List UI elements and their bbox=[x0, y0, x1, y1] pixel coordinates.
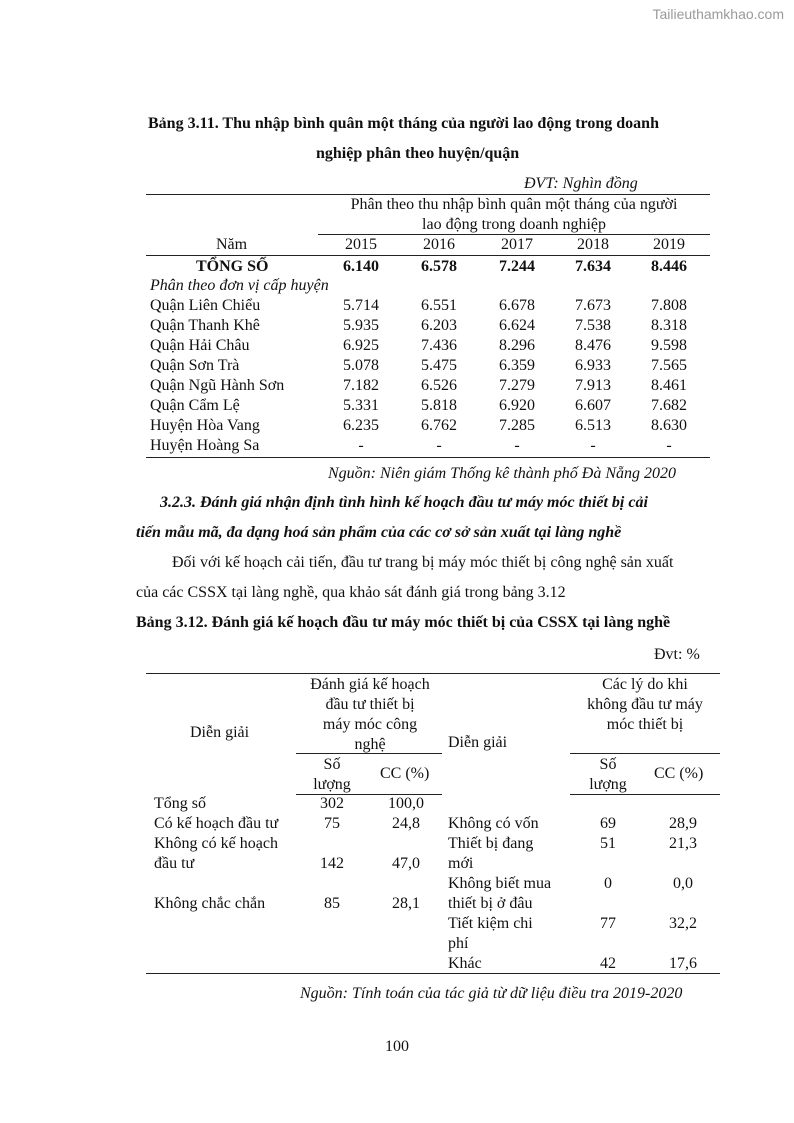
table1-year-header: 2016 bbox=[423, 236, 455, 253]
table2-left-count-header: Số lượng bbox=[313, 756, 351, 793]
table1-row-value: - bbox=[666, 437, 672, 454]
table2-right-count-header: Số lượng bbox=[589, 756, 627, 793]
table2-mid-header: Diễn giải bbox=[448, 734, 508, 751]
table2-right-row-cc: 21,3 bbox=[669, 835, 697, 852]
table2-left-row-cc: 47,0 bbox=[392, 855, 420, 872]
table2-right-row-label: Khác bbox=[448, 955, 482, 972]
table1-row-value: 9.598 bbox=[651, 337, 687, 354]
table1-row-value: 5.078 bbox=[343, 357, 379, 374]
table2-bottom-rule bbox=[146, 973, 720, 974]
table1-row-value: 7.436 bbox=[421, 337, 457, 354]
table2-left-row-label: Không chắc chắn bbox=[154, 895, 266, 912]
table1-row-value: - bbox=[436, 437, 442, 454]
table1-row-name: Quận Sơn Trà bbox=[150, 357, 240, 374]
table1-row-value: 6.762 bbox=[421, 417, 457, 434]
table1-row-value: 6.203 bbox=[421, 317, 457, 334]
table1-total-label: TỔNG SỐ bbox=[196, 258, 269, 275]
table2-right-row-count: 69 bbox=[600, 815, 616, 832]
table2-left-cc-header: CC (%) bbox=[380, 765, 430, 782]
table1-row-name: Quận Ngũ Hành Sơn bbox=[150, 377, 285, 394]
table2-right-row-label: Không biết mua bbox=[448, 875, 552, 892]
table1-row-value: 5.935 bbox=[343, 317, 379, 334]
page-number: 100 bbox=[385, 1038, 409, 1055]
table1-row-value: 8.461 bbox=[651, 377, 687, 394]
table2-right-row-count: 42 bbox=[600, 955, 616, 972]
table2-right-group-rule bbox=[570, 753, 720, 754]
table1-row-value: 6.678 bbox=[499, 297, 535, 314]
table1-row-value: 7.913 bbox=[575, 377, 611, 394]
table2-unit: Đvt: % bbox=[654, 646, 700, 663]
table1-row-value: 7.182 bbox=[343, 377, 379, 394]
table1-row-value: 7.538 bbox=[575, 317, 611, 334]
table2-right-row-cc: 0,0 bbox=[673, 875, 693, 892]
watermark: Tailieuthamkhao.com bbox=[652, 6, 784, 22]
table1-row-value: 7.673 bbox=[575, 297, 611, 314]
table1-row-name: Quận Cẩm Lệ bbox=[150, 397, 240, 414]
table1-year-header: 2018 bbox=[577, 236, 609, 253]
table1-row-value: 8.630 bbox=[651, 417, 687, 434]
table1-row-value: 7.682 bbox=[651, 397, 687, 414]
table1-row-value: 8.318 bbox=[651, 317, 687, 334]
table1-bottom-rule bbox=[146, 457, 710, 458]
table1-year-header: 2015 bbox=[345, 236, 377, 253]
table1-row-value: 6.925 bbox=[343, 337, 379, 354]
table1-row-value: 6.551 bbox=[421, 297, 457, 314]
table1-row-value: 7.565 bbox=[651, 357, 687, 374]
section-paragraph-line2: của các CSSX tại làng nghề, qua khảo sát đánh giá trong bảng 3.12 bbox=[136, 584, 566, 601]
table1-row-name: Quận Thanh Khê bbox=[150, 317, 260, 334]
table1-row-value: 5.475 bbox=[421, 357, 457, 374]
table2-right-row-label: Tiết kiệm chi bbox=[448, 915, 533, 932]
table1-row-name: Huyện Hoàng Sa bbox=[150, 437, 260, 454]
table1-row-name: Huyện Hòa Vang bbox=[150, 417, 260, 434]
table2-right-row-cc: 17,6 bbox=[669, 955, 697, 972]
table2-right-row-label-cont: phí bbox=[448, 935, 469, 952]
table1-top-rule bbox=[146, 194, 710, 195]
table2-right-row-cc: 28,9 bbox=[669, 815, 697, 832]
table1-row-value: 7.808 bbox=[651, 297, 687, 314]
table2-left-row-cc: 24,8 bbox=[392, 815, 420, 832]
table2-top-rule bbox=[146, 673, 720, 674]
table2-left-row-cc: 100,0 bbox=[388, 795, 424, 812]
table1-row-value: 5.331 bbox=[343, 397, 379, 414]
section-heading-line2: tiến mẫu mã, đa dạng hoá sản phẩm của các cơ sở sản xuất tại làng nghề bbox=[136, 524, 622, 541]
table1-total-value: 7.244 bbox=[499, 258, 535, 275]
table1-row-name: Quận Liên Chiểu bbox=[150, 297, 261, 314]
table2-left-header: Diễn giải bbox=[190, 724, 250, 741]
table2-right-header-rule bbox=[570, 794, 720, 795]
table2-right-row-count: 51 bbox=[600, 835, 616, 852]
table1-row-value: 6.359 bbox=[499, 357, 535, 374]
table2-left-row-count: 142 bbox=[320, 855, 344, 872]
table1-row-value: 6.235 bbox=[343, 417, 379, 434]
table1-year-label: Năm bbox=[216, 236, 248, 253]
table2-left-group-rule bbox=[296, 753, 442, 754]
table2-right-row-label: Thiết bị đang bbox=[448, 835, 534, 852]
table1-group-header-line1: Phân theo thu nhập bình quân một tháng của người bbox=[350, 196, 678, 213]
table1-total-value: 6.140 bbox=[343, 258, 379, 275]
table1-year-header: 2017 bbox=[501, 236, 533, 253]
table1-row-name: Quận Hải Châu bbox=[150, 337, 250, 354]
section-heading-line1: 3.2.3. Đánh giá nhận định tình hình kế hoạch đầu tư máy móc thiết bị cải bbox=[160, 494, 648, 511]
table1-source: Nguồn: Niên giám Thống kê thành phố Đà Nẵng 2020 bbox=[328, 465, 676, 482]
table1-row-value: 6.607 bbox=[575, 397, 611, 414]
table1-title-line2: nghiệp phân theo huyện/quận bbox=[316, 145, 520, 162]
table1-year-header: 2019 bbox=[653, 236, 685, 253]
section-paragraph-line1: Đối với kế hoạch cải tiến, đầu tư trang bị máy móc thiết bị công nghệ sản xuất bbox=[172, 554, 674, 571]
table2-left-row-cc: 28,1 bbox=[392, 895, 420, 912]
table1-row-value: 8.296 bbox=[499, 337, 535, 354]
table1-total-value: 8.446 bbox=[651, 258, 687, 275]
table1-group-rule bbox=[318, 234, 710, 235]
table1-row-value: - bbox=[358, 437, 364, 454]
table2-right-cc-header: CC (%) bbox=[654, 765, 704, 782]
table2-right-row-label-cont: thiết bị ở đâu bbox=[448, 895, 533, 912]
table2-left-row-label-cont: đầu tư bbox=[154, 855, 195, 872]
table2-right-row-label-cont: mới bbox=[448, 855, 474, 872]
table1-total-value: 7.634 bbox=[575, 258, 611, 275]
table2-left-row-label: Không có kế hoạch bbox=[154, 835, 278, 852]
table1-unit: ĐVT: Nghìn đồng bbox=[524, 175, 638, 192]
table2-right-row-count: 77 bbox=[600, 915, 616, 932]
table1-row-value: - bbox=[514, 437, 520, 454]
table2-left-row-label: Có kế hoạch đầu tư bbox=[154, 815, 279, 832]
table2-source: Nguồn: Tính toán của tác giả từ dữ liệu điều tra 2019-2020 bbox=[300, 985, 683, 1002]
table1-total-value: 6.578 bbox=[421, 258, 457, 275]
table1-title-line1: Bảng 3.11. Thu nhập bình quân một tháng của người lao động trong doanh bbox=[148, 115, 659, 132]
table2-title: Bảng 3.12. Đánh giá kế hoạch đầu tư máy móc thiết bị của CSSX tại làng nghề bbox=[136, 614, 671, 631]
table1-row-value: 7.279 bbox=[499, 377, 535, 394]
table2-right-row-count: 0 bbox=[604, 875, 612, 892]
table1-group-header-line2: lao động trong doanh nghiệp bbox=[422, 216, 606, 233]
table1-row-value: 5.818 bbox=[421, 397, 457, 414]
table1-row-value: - bbox=[590, 437, 596, 454]
table1-row-value: 5.714 bbox=[343, 297, 379, 314]
table1-row-value: 6.526 bbox=[421, 377, 457, 394]
table2-left-row-count: 75 bbox=[324, 815, 340, 832]
table2-right-row-cc: 32,2 bbox=[669, 915, 697, 932]
table1-subheading: Phân theo đơn vị cấp huyện bbox=[150, 277, 329, 294]
table1-header-rule bbox=[146, 255, 710, 256]
table2-left-row-count: 302 bbox=[320, 795, 344, 812]
table2-left-group-header: Đánh giá kế hoạch đầu tư thiết bị máy móc công nghệ bbox=[310, 676, 430, 753]
table1-row-value: 6.920 bbox=[499, 397, 535, 414]
table1-row-value: 8.476 bbox=[575, 337, 611, 354]
table1-row-value: 7.285 bbox=[499, 417, 535, 434]
table2-left-row-count: 85 bbox=[324, 895, 340, 912]
table2-left-row-label: Tổng số bbox=[154, 795, 206, 812]
table1-row-value: 6.513 bbox=[575, 417, 611, 434]
table1-row-value: 6.933 bbox=[575, 357, 611, 374]
table2-right-row-label: Không có vốn bbox=[448, 815, 539, 832]
table1-row-value: 6.624 bbox=[499, 317, 535, 334]
table2-right-group-header: Các lý do khi không đầu tư máy móc thiết bị bbox=[587, 676, 703, 733]
